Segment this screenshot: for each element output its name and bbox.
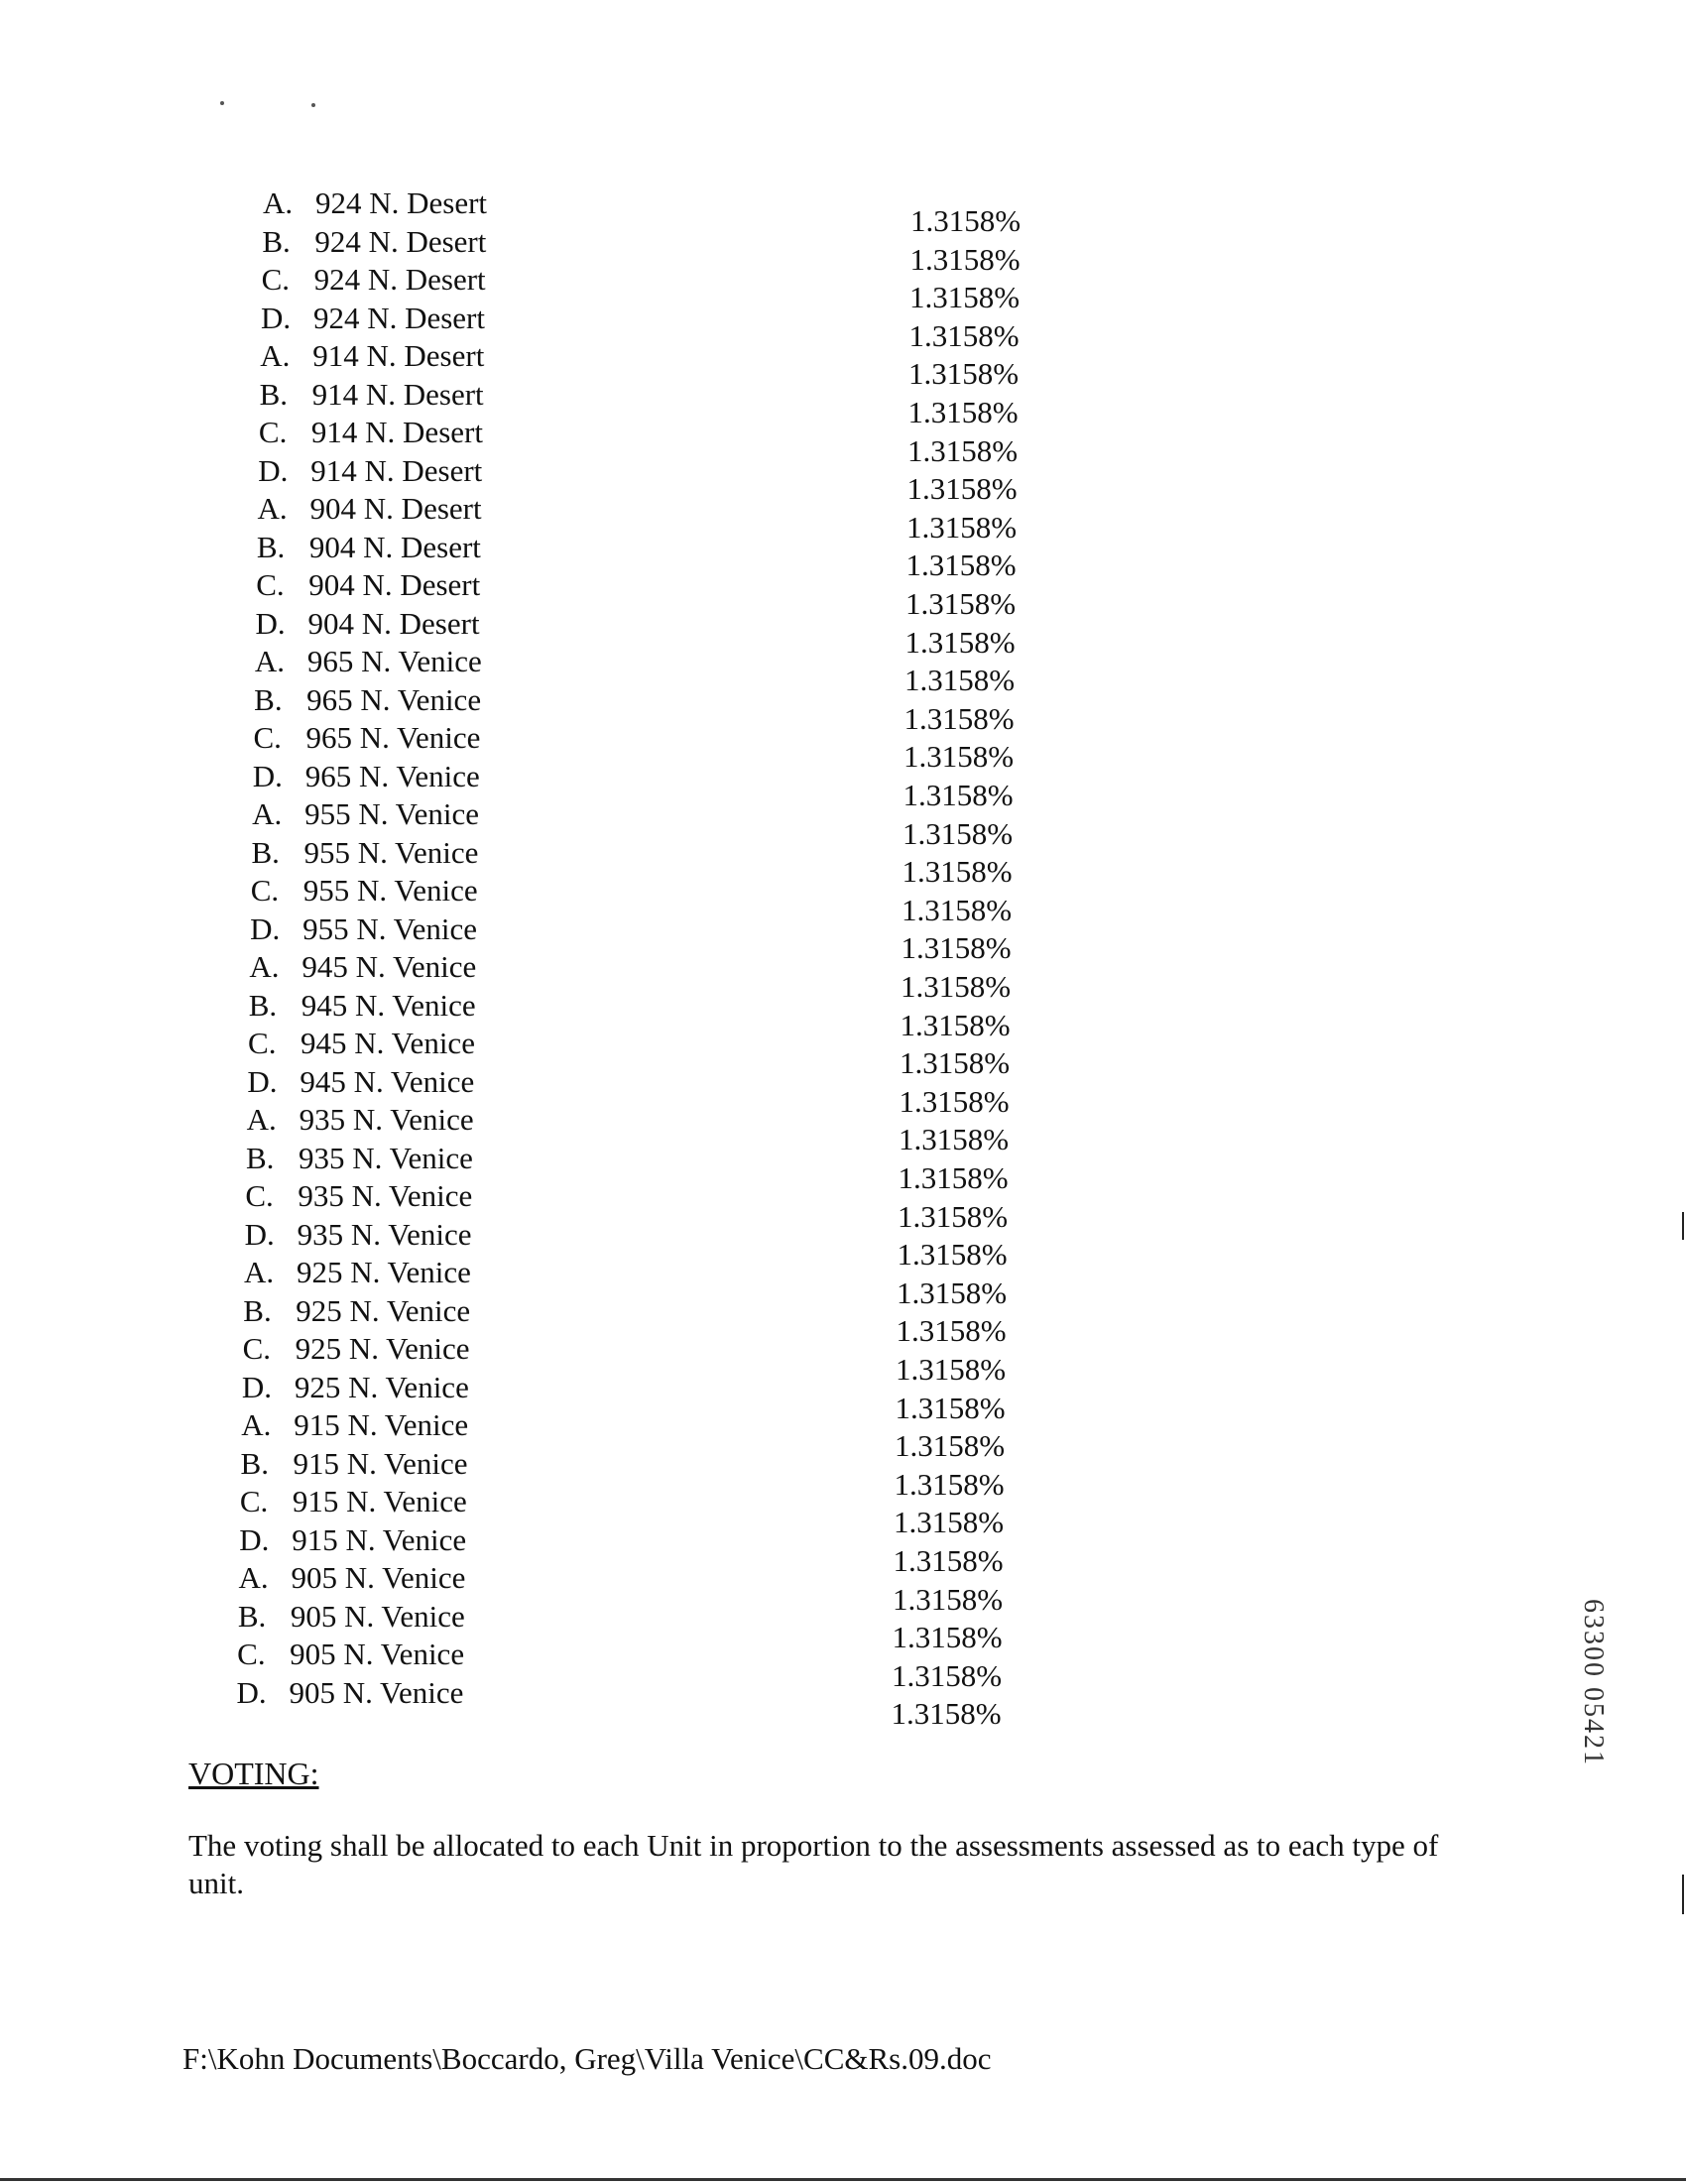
unit-row [0,948,1686,1004]
unit-row [0,1177,1686,1234]
unit-address: 965 N. Venice [306,644,482,678]
unit-address: 965 N. Venice [305,720,481,755]
unit-letter: C. [245,1178,274,1213]
unit-row [0,376,1686,429]
unit-row [0,872,1686,927]
unit-row [0,795,1686,851]
unit-letter: C. [237,1637,266,1671]
unit-address: 945 N. Venice [300,1063,475,1099]
unit-percentage: 1.3158% [900,1007,1011,1042]
unit-percentage: 1.3158% [891,1696,1002,1732]
document-stamp-number: 63300 05421 [1578,1599,1609,1766]
unit-address: 935 N. Venice [297,1216,472,1252]
unit-row [0,643,1686,698]
unit-letter: A. [254,644,285,678]
unit-letter: A. [263,185,294,220]
unit-address: 904 N. Desert [307,605,480,641]
unit-percentage: 1.3158% [899,1083,1010,1119]
unit-address: 965 N. Venice [304,758,480,793]
unit-address: 905 N. Venice [290,1598,465,1634]
unit-percentage: 1.3158% [903,739,1015,775]
unit-row [0,987,1686,1042]
unit-address: 924 N. Desert [312,300,485,335]
unit-percentage: 1.3158% [897,1274,1008,1310]
unit-letter: B. [254,681,283,717]
unit-address: 965 N. Venice [306,681,482,717]
unit-address: 914 N. Desert [312,338,485,373]
unit-percentage: 1.3158% [910,203,1022,238]
unit-address: 915 N. Venice [292,1521,467,1557]
unit-address: 955 N. Venice [302,873,478,908]
unit-percentage: 1.3158% [905,547,1017,583]
unit-letter: B. [251,834,280,870]
unit-address: 925 N. Venice [295,1331,470,1366]
unit-row [0,414,1686,468]
unit-percentage: 1.3158% [906,471,1018,507]
unit-address: 914 N. Desert [310,415,483,449]
unit-address: 925 N. Venice [294,1369,469,1404]
unit-row [0,1101,1686,1157]
unit-letter: A. [241,1407,272,1442]
unit-letter: D. [241,1369,273,1404]
scan-bottom-edge [0,2178,1686,2181]
unit-letter: A. [238,1560,269,1595]
unit-percentage: 1.3158% [908,356,1020,392]
unit-percentage: 1.3158% [895,1390,1006,1425]
unit-percentage: 1.3158% [897,1237,1008,1273]
unit-percentage: 1.3158% [904,624,1016,660]
unit-address: 905 N. Venice [290,1637,465,1671]
unit-row [0,566,1686,621]
unit-letter: C. [258,415,288,449]
scan-edge-mark [1682,1875,1684,1914]
unit-letter: A. [260,338,291,373]
unit-address: 955 N. Venice [302,910,477,946]
unit-percentage: 1.3158% [906,509,1018,545]
unit-letter: B. [240,1445,269,1481]
unit-percentage: 1.3158% [892,1620,1003,1655]
unit-percentage: 1.3158% [909,241,1021,277]
unit-letter: D. [236,1674,267,1710]
unit-address: 945 N. Venice [301,987,476,1023]
unit-percentage: 1.3158% [903,815,1014,851]
unit-percentage: 1.3158% [894,1505,1005,1540]
unit-row [0,1445,1686,1502]
scan-edge-mark [1682,1212,1684,1240]
unit-row [0,1063,1686,1119]
unit-letter: B. [256,529,286,564]
unit-row [0,1636,1686,1693]
unit-letter: B. [243,1292,272,1328]
unit-row [0,337,1686,392]
unit-address: 904 N. Desert [308,567,481,602]
unit-percentage: 1.3158% [901,969,1012,1004]
unit-row [0,184,1686,238]
unit-letter: D. [260,300,292,335]
unit-row [0,1292,1686,1349]
unit-percentage: 1.3158% [898,1160,1009,1195]
unit-letter: B. [248,987,278,1023]
unit-row [0,1330,1686,1387]
unit-row [0,452,1686,507]
unit-letter: C. [250,873,280,908]
unit-letter: D. [244,1216,275,1252]
unit-letter: D. [247,1063,278,1099]
unit-letter: C. [248,1026,277,1060]
unit-letter: A. [257,491,288,526]
unit-percentage: 1.3158% [892,1657,1003,1693]
unit-address: 945 N. Venice [301,1026,475,1060]
scan-speck [220,101,224,105]
unit-letter: C. [253,720,282,755]
unit-address: 904 N. Desert [308,529,481,564]
unit-address: 955 N. Venice [304,796,480,831]
unit-letter: B. [246,1140,275,1175]
unit-address: 915 N. Venice [294,1407,469,1442]
unit-percentage: 1.3158% [904,663,1016,698]
unit-row [0,261,1686,315]
unit-row [0,910,1686,966]
unit-percentage: 1.3158% [902,892,1013,927]
unit-percentage: 1.3158% [894,1466,1005,1502]
unit-percentage: 1.3158% [903,778,1014,812]
unit-letter: D. [258,452,289,488]
unit-address: 935 N. Venice [299,1140,473,1175]
unit-row [0,223,1686,277]
unit-address: 905 N. Venice [291,1560,466,1595]
unit-address: 945 N. Venice [301,949,477,984]
unit-row [0,1025,1686,1081]
unit-percentage: 1.3158% [893,1581,1004,1617]
unit-percentage: 1.3158% [903,700,1015,736]
unit-address: 924 N. Desert [315,185,488,220]
unit-address: 935 N. Venice [298,1178,473,1213]
unit-row [0,1598,1686,1655]
unit-row [0,1140,1686,1195]
unit-address: 915 N. Venice [293,1445,468,1481]
unit-percentage: 1.3158% [901,930,1012,966]
unit-letter: D. [239,1521,270,1557]
unit-percentage: 1.3158% [900,1045,1011,1081]
unit-letter: A. [249,949,280,984]
unit-letter: D. [255,605,286,641]
unit-address: 905 N. Venice [289,1674,464,1710]
unit-address: 914 N. Desert [310,452,483,488]
unit-row [0,1483,1686,1540]
unit-address: 935 N. Venice [299,1102,474,1137]
unit-percentage: 1.3158% [909,280,1021,315]
unit-row [0,1674,1686,1732]
file-path-footer: F:\Kohn Documents\Boccardo, Greg\Villa Venice\CC&Rs.09.doc [182,2041,992,2076]
unit-letter: D. [250,910,281,946]
voting-heading: VOTING: [188,1756,319,1791]
unit-row [0,758,1686,812]
unit-letter: A. [243,1255,275,1289]
unit-address: 955 N. Venice [303,834,479,870]
unit-row [0,719,1686,775]
unit-percentage: 1.3158% [896,1352,1007,1387]
unit-address: 904 N. Desert [309,491,482,526]
unit-percentage: 1.3158% [898,1198,1009,1234]
voting-paragraph: The voting shall be allocated to each Unit in proportion to the assessments assessed as to each type of unit. [188,1828,1439,1900]
unit-row [0,490,1686,545]
unit-row [0,300,1686,353]
unit-letter: A. [252,796,283,831]
unit-row [0,1254,1686,1310]
unit-percentage: 1.3158% [893,1543,1004,1578]
unit-letter: C. [261,262,291,297]
unit-percentage: 1.3158% [902,854,1013,890]
unit-address: 925 N. Venice [296,1255,471,1289]
unit-address: 914 N. Desert [311,376,484,412]
unit-address: 925 N. Venice [296,1292,471,1328]
unit-address: 924 N. Desert [313,262,486,297]
unit-letter: B. [262,223,291,259]
unit-letter: C. [242,1331,272,1366]
unit-row [0,1559,1686,1617]
scan-speck [311,103,315,107]
unit-percentage: 1.3158% [896,1313,1007,1349]
unit-address: 924 N. Desert [314,223,487,259]
unit-letter: A. [246,1102,277,1137]
unit-row [0,605,1686,660]
unit-row [0,834,1686,890]
unit-row [0,529,1686,583]
unit-percentage: 1.3158% [907,432,1019,468]
unit-percentage: 1.3158% [899,1122,1010,1157]
unit-percentage: 1.3158% [907,395,1019,429]
unit-letter: D. [252,758,283,793]
unit-percentage-list [0,184,1686,1732]
unit-percentage: 1.3158% [908,317,1020,353]
unit-address: 915 N. Venice [292,1484,467,1518]
unit-letter: C. [256,567,285,602]
unit-row [0,681,1686,736]
unit-letter: B. [259,376,289,412]
unit-percentage: 1.3158% [905,586,1017,621]
unit-letter: B. [237,1598,267,1634]
unit-row [0,1406,1686,1464]
unit-letter: C. [239,1484,269,1518]
unit-percentage: 1.3158% [895,1428,1006,1464]
